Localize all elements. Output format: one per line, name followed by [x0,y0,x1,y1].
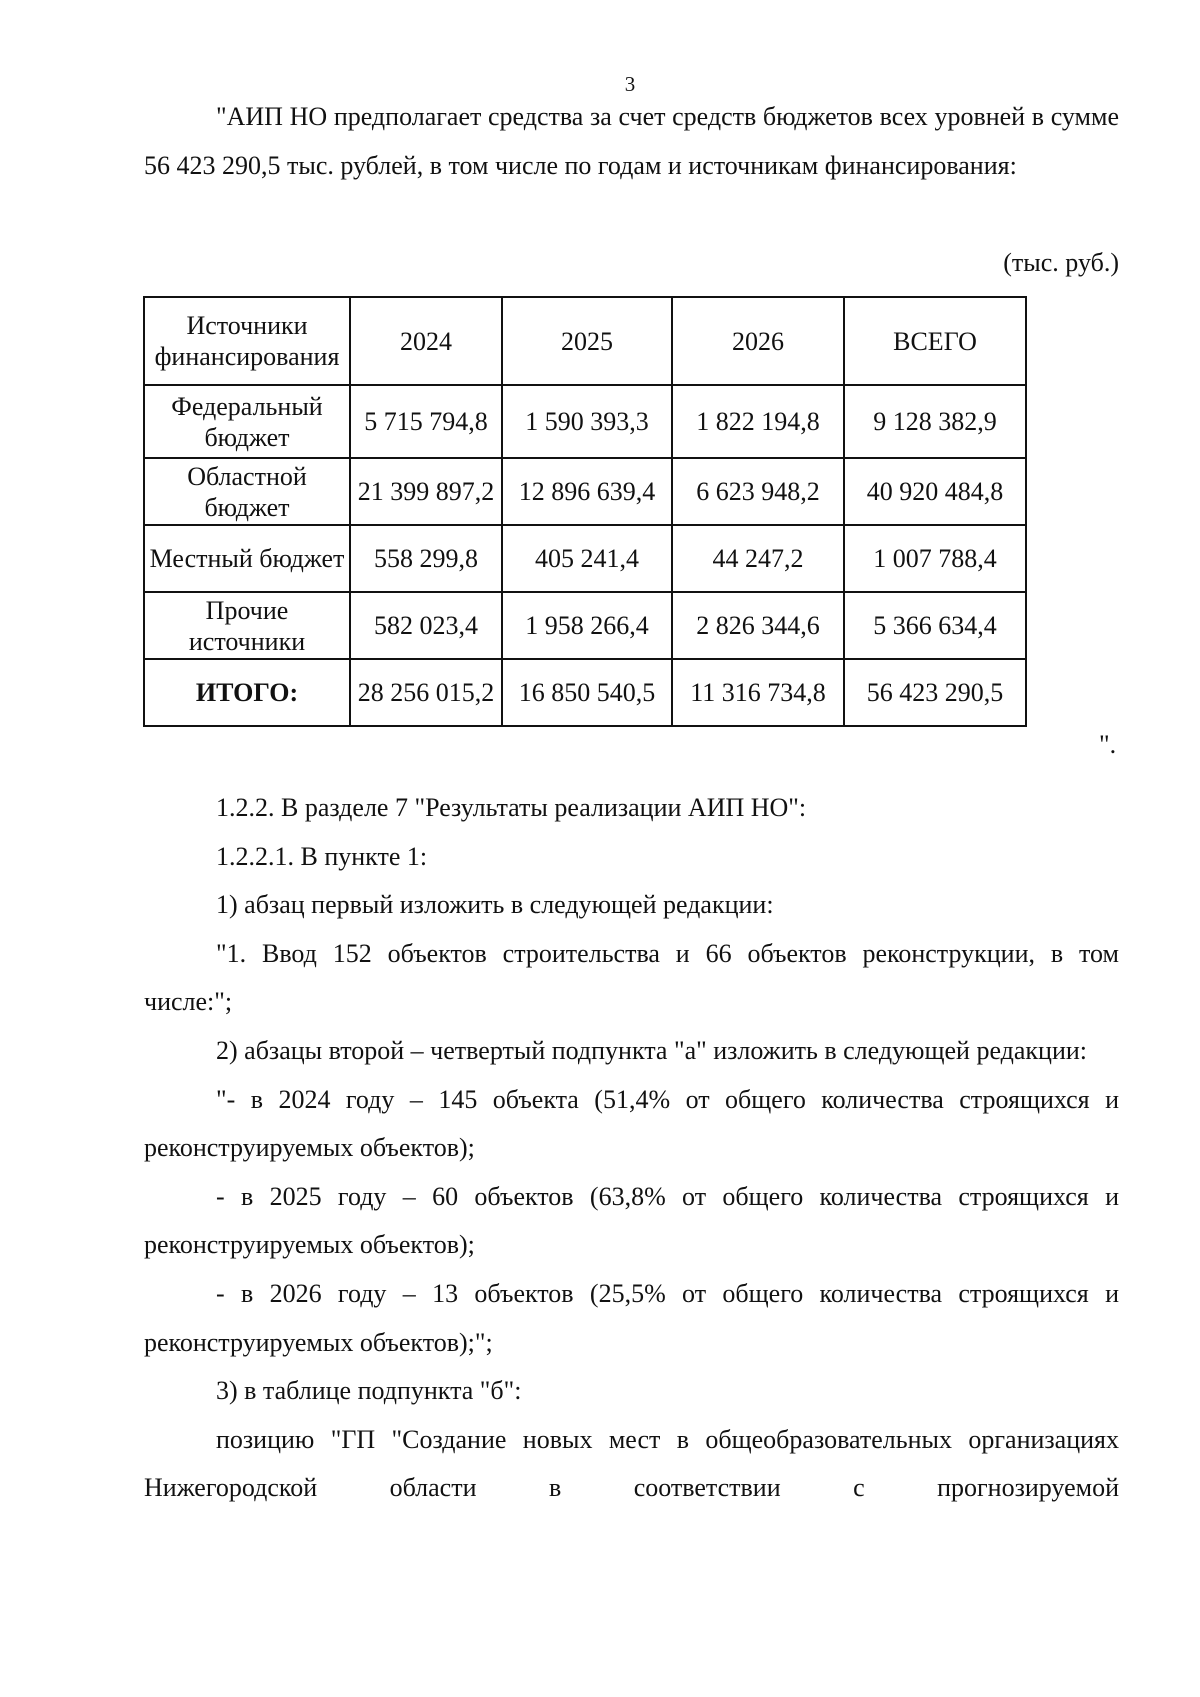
paragraph: 3) в таблице подпункта "б": [216,1376,522,1406]
table-cell: 12 896 639,4 [502,458,672,525]
total-label: ИТОГО: [144,659,350,726]
financing-table [143,296,1027,727]
header-cell: 2024 [350,297,502,385]
row-label: Областной бюджет [144,458,350,525]
header-cell: ВСЕГО [844,297,1026,385]
paragraph: 1) абзац первый изложить в следующей редакции: [216,890,774,920]
closing-quote: ". [1099,730,1117,759]
table-cell: 40 920 484,8 [844,458,1026,525]
row-label: Федеральный бюджет [144,385,350,458]
table-cell: 1 590 393,3 [502,385,672,458]
page-number: 3 [624,72,636,96]
table-row [144,525,1026,592]
intro-paragraph: "АИП НО предполагает средства за счет средств бюджетов всех уровней в сумме 56 423 290,5 тыс. рублей, в том числе по годам и источникам финансирования: [144,102,1119,180]
units-label: (тыс. руб.) [1003,248,1119,277]
table-header-row [144,297,1026,385]
paragraph: - в 2026 году – 13 объектов (25,5% от общего количества строящихся и реконструируемых объектов);"; [144,1278,1119,1357]
table-cell: 1 958 266,4 [502,592,672,659]
table-total-row [144,659,1026,726]
header-cell: 2026 [672,297,844,385]
header-cell: Источники финансирования [144,297,350,385]
table-cell: 405 241,4 [502,525,672,592]
table-cell: 21 399 897,2 [350,458,502,525]
intro-block [144,93,1119,190]
table-cell: 1 007 788,4 [844,525,1026,592]
paragraph: - в 2025 году – 60 объектов (63,8% от общего количества строящихся и реконструируемых объектов); [144,1181,1119,1260]
table-cell: 5 715 794,8 [350,385,502,458]
table-cell: 5 366 634,4 [844,592,1026,659]
paragraph: 2) абзацы второй – четвертый подпункта "а" изложить в следующей редакции: [216,1035,1088,1065]
table-cell: 6 623 948,2 [672,458,844,525]
table-cell: 11 316 734,8 [672,659,844,726]
amendments-block [144,784,1119,1513]
table-row [144,592,1026,659]
table-cell: 56 423 290,5 [844,659,1026,726]
row-label: Местный бюджет [144,525,350,592]
table-cell: 2 826 344,6 [672,592,844,659]
table-cell: 558 299,8 [350,525,502,592]
table-row [144,385,1026,458]
table-row [144,458,1026,525]
paragraph: 1.2.2. В разделе 7 "Результаты реализации АИП НО": [216,793,807,822]
paragraph: 1.2.2.1. В пункте 1: [216,841,428,871]
table-cell: 16 850 540,5 [502,659,672,726]
table-cell: 1 822 194,8 [672,385,844,458]
header-cell: 2025 [502,297,672,385]
table-cell: 44 247,2 [672,525,844,592]
paragraph: "1. Ввод 152 объектов строительства и 66 объектов реконструкции, в том числе:"; [144,938,1119,1017]
table-cell: 9 128 382,9 [844,385,1026,458]
row-label: Прочие источники [144,592,350,659]
paragraph: "- в 2024 году – 145 объекта (51,4% от общего количества строящихся и реконструируемых объектов); [144,1084,1119,1163]
table-cell: 582 023,4 [350,592,502,659]
paragraph: позицию "ГП "Создание новых мест в общеобразовательных организациях Нижегородской области в соответствии с прогнозируемой [144,1424,1119,1503]
table-cell: 28 256 015,2 [350,659,502,726]
